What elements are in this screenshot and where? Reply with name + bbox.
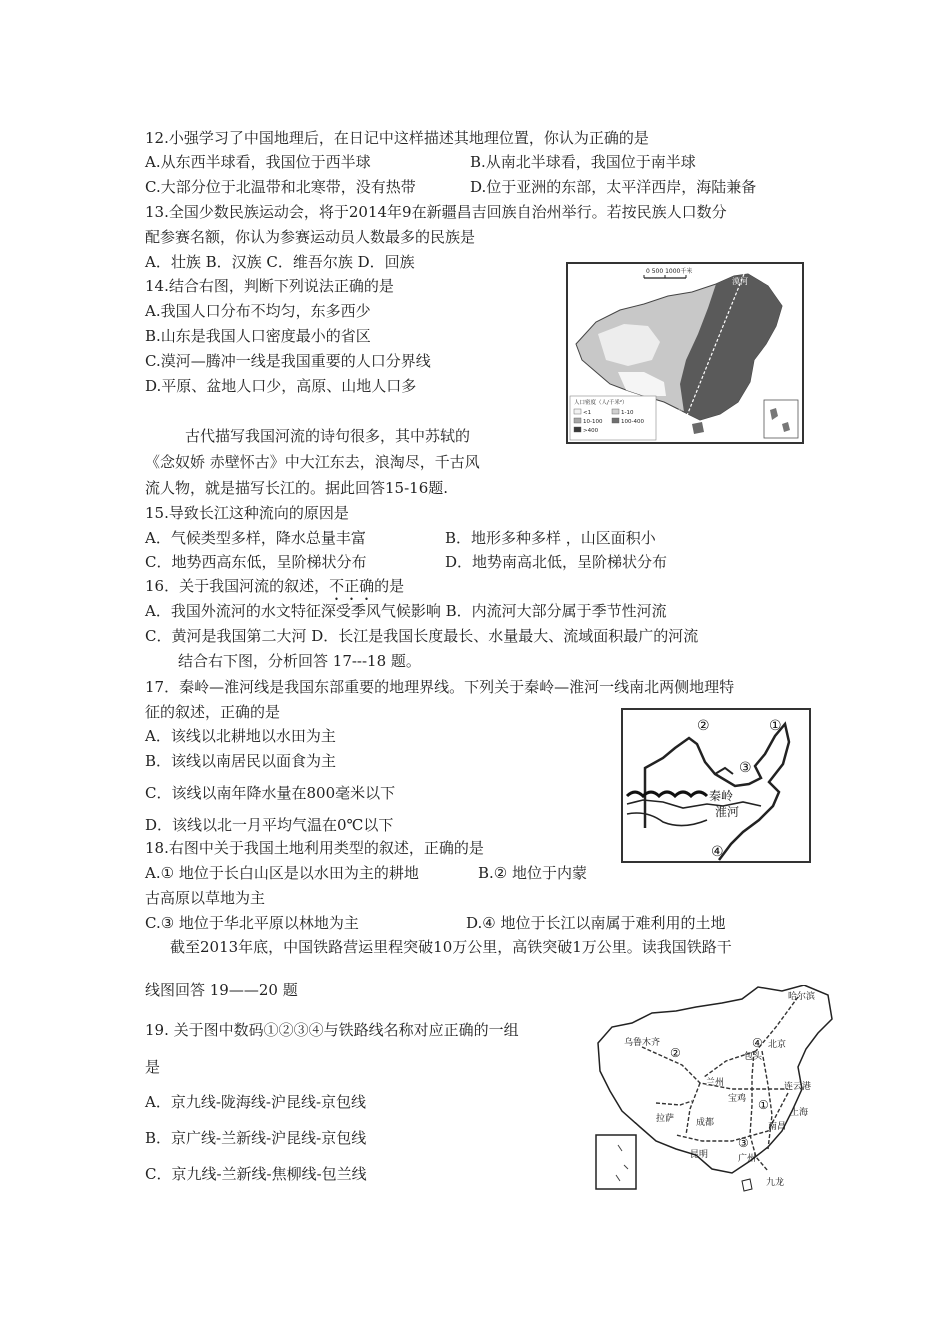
map1-legend-item-0: <1 (583, 410, 592, 416)
map3-city-nanchang: 南昌 (768, 1122, 787, 1132)
q17-stem-line2: 征的叙述，正确的是 (145, 703, 281, 721)
q17-stem-line1: 17．秦岭—淮河线是我国东部重要的地理界线。下列关于秦岭—淮河一线南北两侧地理特 (145, 678, 735, 696)
railway-map (592, 985, 838, 1193)
q12-stem: 12.小强学习了中国地理后，在日记中这样描述其地理位置，你认为正确的是 (145, 129, 649, 147)
q17-option-b: B．该线以南居民以面食为主 (145, 752, 337, 770)
q15-option-c: C．地势西高东低，呈阶梯状分布 (145, 553, 367, 571)
population-density-map (566, 262, 804, 444)
q12-option-c: C.大部分位于北温带和北寒带，没有热带 (145, 178, 416, 196)
q18-option-b-part2: 古高原以草地为主 (145, 889, 266, 907)
intro-17-18: 结合右下图，分析回答 17---18 题。 (178, 652, 421, 670)
map3-city-chengdu: 成都 (696, 1118, 715, 1128)
map1-label-tengchong: 腾冲 (666, 409, 682, 418)
q15-option-d: D．地势南高北低，呈阶梯状分布 (445, 553, 668, 571)
map2-label-qinling: 秦岭 (709, 789, 734, 803)
q18-option-a: A.① 地位于长白山区是以水田为主的耕地 (145, 864, 419, 882)
map3-city-guangzhou: 广州 (738, 1154, 757, 1164)
q16-stem (145, 576, 404, 604)
passage1-line3: 流人物，就是描写长江的。据此回答15-16题. (145, 479, 449, 497)
q14-option-c: C.漠河—腾冲一线是我国重要的人口分界线 (145, 352, 431, 370)
map2-marker-3: ③ (739, 760, 752, 776)
q17-option-c: C．该线以南年降水量在800毫米以下 (145, 784, 396, 802)
q12-option-b: B.从南北半球看，我国位于南半球 (470, 153, 696, 171)
map1-legend-title: 人口密度（人/千米²） (574, 400, 628, 406)
map1-legend-item-2: 10-100 (583, 419, 603, 425)
passage1-line1: 古代描写我国河流的诗句很多，其中苏轼的 (185, 427, 471, 445)
q19-option-b: B．京广线-兰新线-沪昆线-京包线 (145, 1129, 367, 1147)
map2-marker-1: ① (769, 718, 782, 734)
map1-label-mohe: 漠河 (732, 277, 748, 286)
map1-legend-item-1: 1-10 (621, 410, 634, 416)
map3-marker-2: ② (670, 1046, 681, 1060)
map3-city-urumqi: 乌鲁木齐 (624, 1038, 661, 1048)
map3-city-kowloon: 九龙 (766, 1178, 785, 1188)
q13-options: A．壮族 B．汉族 C．维吾尔族 D．回族 (145, 253, 415, 271)
map3-marker-1: ① (758, 1098, 769, 1112)
q19-option-a: A．京九线-陇海线-沪昆线-京包线 (145, 1093, 367, 1111)
q13-stem-line2: 配参赛名额，你认为参赛运动员人数最多的民族是 (145, 228, 476, 246)
q12-option-a: A.从东西半球看，我国位于西半球 (145, 153, 371, 171)
map3-city-lanzhou: 兰州 (706, 1078, 725, 1088)
map3-city-baoji: 宝鸡 (728, 1094, 747, 1104)
q13-stem-line1: 13.全国少数民族运动会，将于2014年9在新疆昌吉回族自治州举行。若按民族人口数分 (145, 203, 727, 221)
q16-stem-emphasis: 不正确 (329, 577, 375, 595)
q14-option-d: D.平原、盆地人口少，高原、山地人口多 (145, 377, 417, 395)
q16-options-cd: C．黄河是我国第二大河 D．长江是我国长度最长、水量最大、流域面积最广的河流 (145, 627, 699, 645)
map3-city-beijing: 北京 (768, 1040, 787, 1050)
map3-city-shanghai: 上海 (790, 1108, 809, 1118)
map3-city-kunming: 昆明 (690, 1150, 709, 1160)
passage2-line1: 截至2013年底，中国铁路营运里程突破10万公里，高铁突破1万公里。读我国铁路干 (170, 938, 732, 956)
map1-legend-item-4: >400 (583, 428, 599, 434)
passage2-line2: 线图回答 19——20 题 (145, 981, 298, 999)
map3-marker-4: ④ (752, 1036, 763, 1050)
q17-option-a: A．该线以北耕地以水田为主 (145, 727, 336, 745)
map2-label-huaihe: 淮河 (715, 805, 740, 819)
q17-option-d: D．该线以北一月平均气温在0℃以下 (145, 816, 394, 834)
q19-option-c: C．京九线-兰新线-焦柳线-包兰线 (145, 1165, 367, 1183)
map3-city-harbin: 哈尔滨 (788, 992, 816, 1002)
map3-city-lhasa: 拉萨 (656, 1114, 675, 1124)
q19-stem-line1: 19. 关于图中数码①②③④与铁路线名称对应正确的一组 (145, 1021, 519, 1039)
map2-marker-2: ② (697, 718, 710, 734)
q15-option-a: A．气候类型多样，降水总量丰富 (145, 529, 366, 547)
q15-stem: 15.导致长江这种流向的原因是 (145, 504, 349, 522)
q18-stem: 18.右图中关于我国土地利用类型的叙述，正确的是 (145, 839, 484, 857)
q18-option-c: C.③ 地位于华北平原以林地为主 (145, 914, 359, 932)
land-use-map (621, 708, 811, 863)
q12-option-d: D.位于亚洲的东部，太平洋西岸，海陆兼备 (470, 178, 757, 196)
q16-stem-post: 的是 (374, 577, 405, 595)
map3-city-lianyungang: 连云港 (784, 1082, 812, 1092)
q15-option-b: B．地形多种多样 ，山区面积小 (445, 529, 656, 547)
map3-marker-3: ③ (738, 1136, 749, 1150)
q14-option-b: B.山东是我国人口密度最小的省区 (145, 327, 371, 345)
map2-marker-4: ④ (711, 844, 724, 860)
q16-options-ab: A．我国外流河的水文特征深受季风气候影响 B．内流河大部分属于季节性河流 (145, 602, 667, 620)
q19-stem-line2: 是 (145, 1058, 161, 1076)
q18-option-d: D.④ 地位于长江以南属于难利用的土地 (466, 914, 726, 932)
q14-option-a: A.我国人口分布不均匀，东多西少 (145, 302, 371, 320)
q16-stem-pre: 16．关于我国河流的叙述， (145, 577, 330, 595)
q14-stem: 14.结合右图，判断下列说法正确的是 (145, 277, 394, 295)
map3-city-baotou: 包头 (744, 1052, 763, 1062)
q18-option-b-part1: B.② 地位于内蒙 (478, 864, 588, 882)
passage1-line2: 《念奴娇 赤壁怀古》中大江东去，浪淘尽，千古风 (145, 453, 480, 471)
map1-scale: 0 500 1000千米 (646, 268, 693, 275)
map1-legend-item-3: 100-400 (621, 419, 644, 425)
